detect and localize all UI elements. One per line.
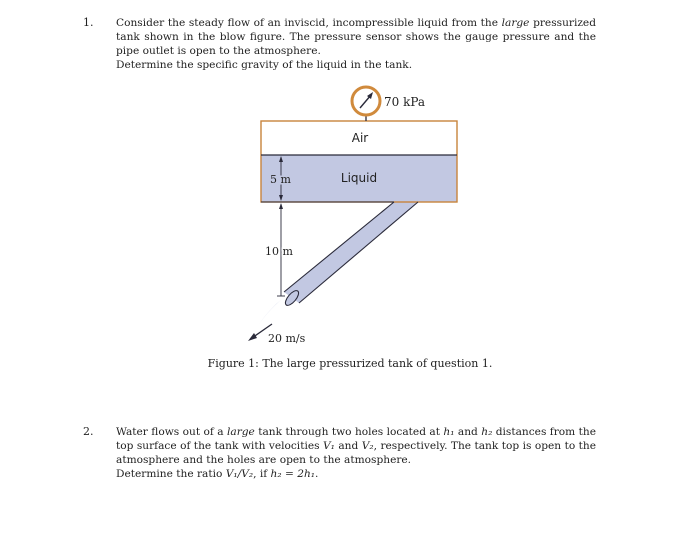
q1-text-part: Consider the steady flow of an inviscid, incompressible liquid from the (116, 17, 498, 29)
pipe-upper-edge (284, 202, 394, 292)
question-2-task (116, 467, 596, 481)
q2-symbol-v1: V₁ (323, 440, 335, 452)
pipe-lower-edge (299, 202, 418, 303)
velocity-arrowhead (248, 333, 257, 341)
velocity-label: 20 m/s (268, 332, 306, 345)
q2-symbol-h2: h₂ (481, 426, 493, 438)
pressure-label: 70 kPa (384, 95, 426, 109)
q2-text-part: and (457, 426, 478, 438)
height-label: 10 m (265, 245, 293, 258)
q2-ratio: V₁/V₂ (225, 468, 254, 480)
q2-symbol-v2: V₂ (361, 440, 374, 452)
question-1-number: 1. (83, 16, 94, 29)
q1-text-part: pressurized tank shown in the blow figure. The pressure sensor shows the gauge pressure and the pipe outlet is open to the atmosphere. (116, 17, 596, 57)
air-label: Air (351, 131, 369, 145)
caption-prefix: Figure 1: (207, 357, 259, 370)
q2-symbol-h1: h₁ (443, 426, 455, 438)
height-arrow-top (279, 203, 283, 209)
q2-condition: h₂ = 2h₁ (270, 468, 316, 480)
q2-text-part: , respectively. The tank top is open to the atmosphere and the holes are open to the atmosphere. (116, 440, 597, 466)
q2-emphasis-large: large (226, 426, 255, 438)
question-2-statement (116, 425, 596, 467)
q2-text-part: , if (253, 468, 268, 480)
q2-text-part: and (338, 440, 359, 452)
q2-text-part: Water flows out of a (116, 426, 224, 438)
question-2-number: 2. (83, 425, 94, 438)
q1-emphasis-large: large (501, 17, 530, 29)
caption-text: The large pressurized tank of question 1. (262, 357, 493, 370)
outflow-jet (258, 296, 286, 326)
liquid-label: Liquid (340, 171, 378, 185)
question-2-text (116, 425, 596, 481)
q2-text-part: . (315, 468, 319, 480)
question-1-task: Determine the specific gravity of the liquid in the tank. (116, 59, 413, 71)
q2-text-part: tank through two holes located at (258, 426, 440, 438)
q2-text-part: Determine the ratio (116, 468, 223, 480)
q2-text-part: distances from the top surface of the tank with velocities (116, 426, 596, 452)
depth-label: 5 m (270, 173, 291, 186)
figure-caption (0, 357, 700, 370)
